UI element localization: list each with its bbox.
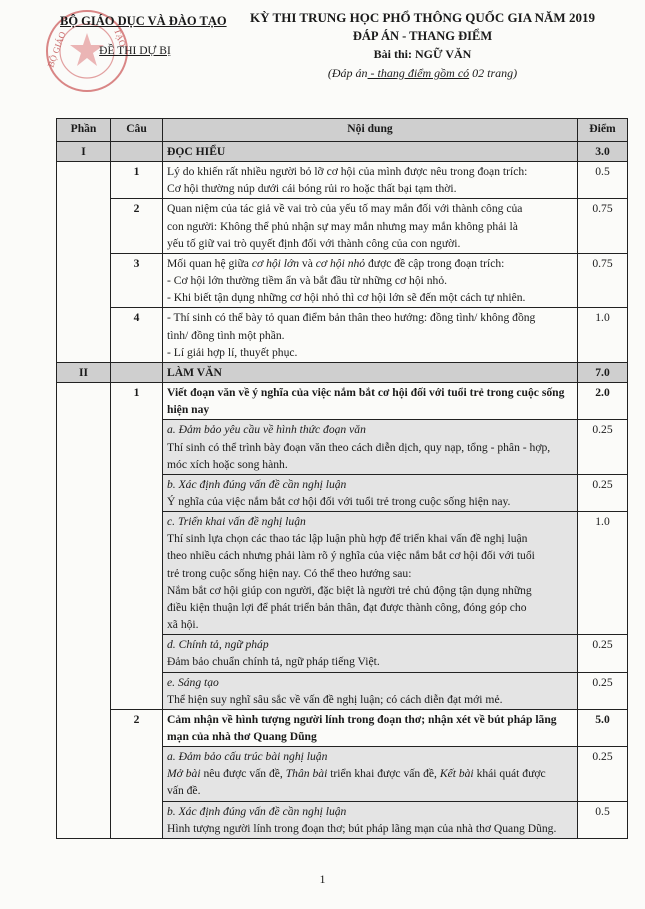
criterion-points: 0.25 <box>578 635 628 672</box>
question-points: 5.0 <box>578 709 628 746</box>
criterion-points: 0.25 <box>578 474 628 511</box>
question-number: 1 <box>111 162 163 199</box>
question-title: Viết đoạn văn về ý nghĩa của việc nắm bắt cơ hội đối với tuổi trẻ trong cuộc sống hiện nay <box>163 383 578 420</box>
col-header-points: Điểm <box>578 119 628 142</box>
answer-points: 1.0 <box>578 308 628 362</box>
exam-title: KỲ THI TRUNG HỌC PHỔ THÔNG QUỐC GIA NĂM 2019 <box>250 10 595 25</box>
question-number: 1 <box>111 383 163 710</box>
page-count-note: (Đáp án - thang điểm gồm có 02 trang) <box>327 66 518 80</box>
table-row <box>57 253 628 307</box>
question-title: Cảm nhận về hình tượng người lính trong đoạn thơ; nhận xét về bút pháp lãng mạn của nhà thơ Quang Dũng <box>163 709 578 746</box>
criterion-points: 1.0 <box>578 512 628 635</box>
question-number: 4 <box>111 308 163 362</box>
table-row <box>57 383 628 420</box>
answer-points: 0.5 <box>578 162 628 199</box>
question-number: 2 <box>111 709 163 838</box>
section-points: 7.0 <box>578 362 628 382</box>
section-part: II <box>57 362 111 382</box>
criterion-content: b. Xác định đúng vấn đề cần nghị luận Hình tượng người lính trong đoạn thơ; bút pháp lãng mạn của nhà thơ Quang Dũng. <box>163 801 578 838</box>
question-number: 2 <box>111 199 163 253</box>
section-row-writing <box>57 362 628 382</box>
answer-key-title: ĐÁP ÁN - THANG ĐIỂM <box>352 29 493 43</box>
answer-content: Lý do khiến rất nhiều người bỏ lỡ cơ hội của mình được nêu trong đoạn trích: Cơ hội thường núp dưới cái bóng rủi ro hoặc thất bại tạm thời. <box>163 162 578 199</box>
criterion-content: a. Đảm bảo yêu cầu về hình thức đoạn văn Thí sinh có thể trình bày đoạn văn theo cách diễn dịch, quy nạp, tổng - phân - hợp, móc xích hoặc song hành. <box>163 420 578 474</box>
col-header-content: Nội dung <box>163 119 578 142</box>
table-row <box>57 308 628 362</box>
section-part: I <box>57 142 111 162</box>
criterion-content: d. Chính tả, ngữ pháp Đảm bảo chuẩn chính tả, ngữ pháp tiếng Việt. <box>163 635 578 672</box>
col-header-question: Câu <box>111 119 163 142</box>
criterion-points: 0.25 <box>578 672 628 709</box>
table-row <box>57 199 628 253</box>
subject-title: Bài thi: NGỮ VĂN <box>373 47 472 61</box>
header-left <box>60 14 227 57</box>
criterion-points: 0.25 <box>578 420 628 474</box>
answer-content: Mối quan hệ giữa cơ hội lớn và cơ hội nhỏ được đề cập trong đoạn trích: - Cơ hội lớn thường tiềm ẩn và bắt đầu từ những cơ hội nhỏ. - Khi biết tận dụng những cơ hội nhỏ thì cơ hội lớn sẽ đến một cách tự nhiên. <box>163 253 578 307</box>
ministry-name: BỘ GIÁO DỤC VÀ ĐÀO TẠO <box>60 14 227 28</box>
section-title: LÀM VĂN <box>163 362 578 382</box>
criterion-content: b. Xác định đúng vấn đề cần nghị luận Ý nghĩa của việc nắm bắt cơ hội đối với tuổi trẻ trong cuộc sống hiện nay. <box>163 474 578 511</box>
svg-text:TẠO: TẠO <box>112 27 128 49</box>
question-points: 2.0 <box>578 383 628 420</box>
criterion-content: a. Đảm bảo cấu trúc bài nghị luận Mở bài nêu được vấn đề, Thân bài triển khai được vấn đề, Kết bài khái quát được vấn đề. <box>163 747 578 801</box>
table-row <box>57 162 628 199</box>
section-points: 3.0 <box>578 142 628 162</box>
criterion-points: 0.5 <box>578 801 628 838</box>
reserve-exam-label: ĐỀ THI DỰ BỊ <box>99 45 171 57</box>
answer-content: Quan niệm của tác giả về vai trò của yếu tố may mắn đối với thành công của con người: Không thể phủ nhận sự may mắn nhưng may mắn không phải là yếu tố giữ vai trò quyết định đối với thành công của con người. <box>163 199 578 253</box>
svg-text:BỘ GIÁO: BỘ GIÁO <box>45 30 68 69</box>
section-row-reading <box>57 142 628 162</box>
answer-points: 0.75 <box>578 199 628 253</box>
table-row <box>57 709 628 746</box>
col-header-part: Phần <box>57 119 111 142</box>
criterion-points: 0.25 <box>578 747 628 801</box>
criterion-content: e. Sáng tạo Thể hiện suy nghĩ sâu sắc về vấn đề nghị luận; có cách diễn đạt mới mẻ. <box>163 672 578 709</box>
answer-content: - Thí sinh có thể bày tỏ quan điểm bản thân theo hướng: đồng tình/ không đồng tình/ đồng tình một phần. - Lí giải hợp lí, thuyết phục. <box>163 308 578 362</box>
grading-table <box>56 118 628 839</box>
header-right <box>220 10 625 81</box>
answer-points: 0.75 <box>578 253 628 307</box>
table-header-row <box>57 119 628 142</box>
page-number: 1 <box>319 872 326 886</box>
section-title: ĐỌC HIỂU <box>163 142 578 162</box>
criterion-content: c. Triển khai vấn đề nghị luận Thí sinh lựa chọn các thao tác lập luận phù hợp để triển khai vấn đề nghị luận theo nhiều cách nhưng phải làm rõ ý nghĩa của việc nắm bắt cơ hội đối với tuổi trẻ trong cuộc sống hiện nay. Có thể theo hướng sau: Nắm bắt cơ hội giúp con người, đặc biệt là người trẻ chủ động tận dụng những điều kiện thuận lợi để phát triển bản thân, đạt được thành công, đóng góp cho xã hội. <box>163 512 578 635</box>
question-number: 3 <box>111 253 163 307</box>
